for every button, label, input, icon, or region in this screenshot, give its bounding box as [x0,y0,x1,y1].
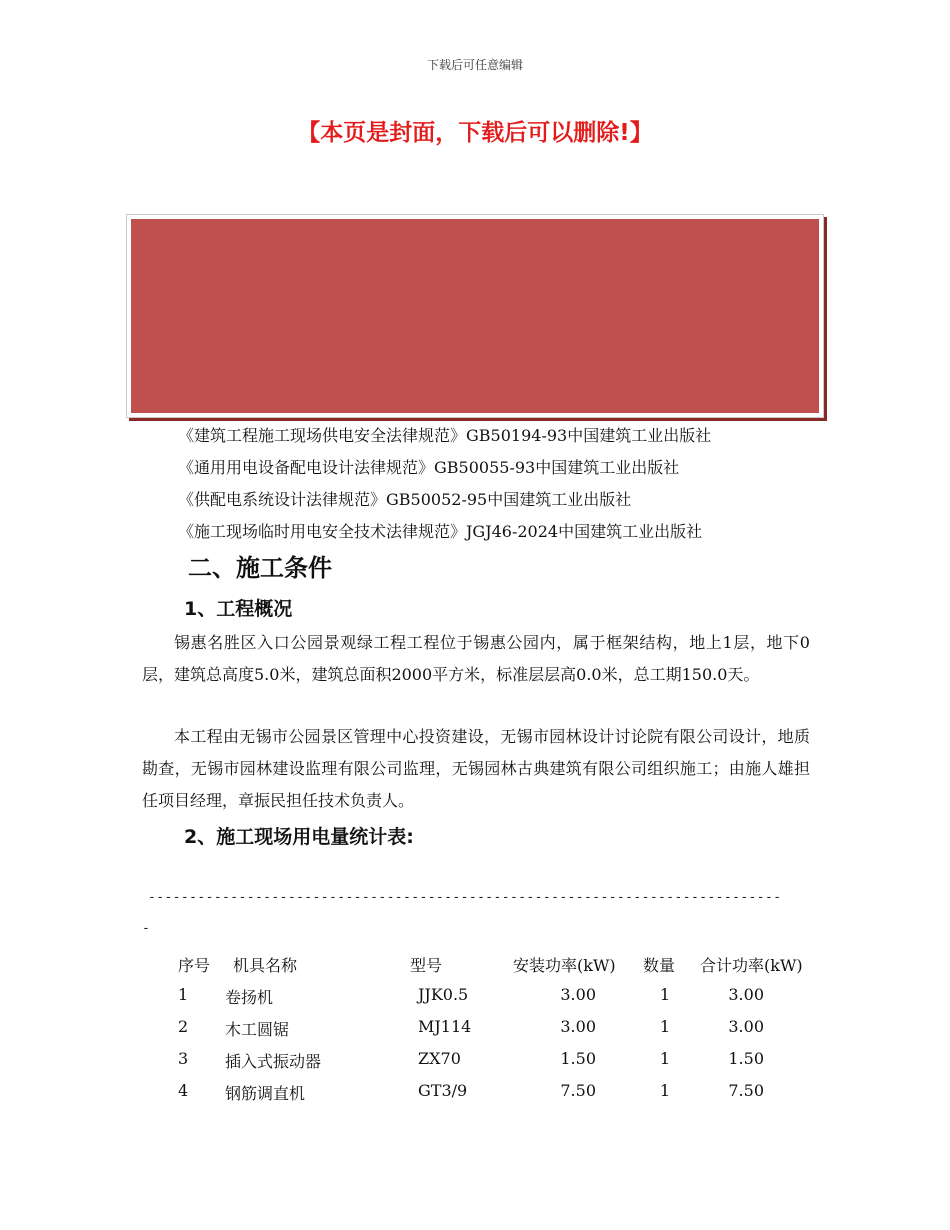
subsection-title: 1、工程概况 [184,598,293,620]
table-cell: 卷扬机 [225,988,274,1007]
table-cell: GT3/9 [418,1081,468,1100]
header-cell: 机具名称 [233,956,298,975]
reference-line: 《通用用电设备配电设计法律规范》GB50055-93中国建筑工业出版社 [178,458,680,477]
reference-line: 《施工现场临时用电安全技术法律规范》JGJ46-2024中国建筑工业出版社 [178,522,703,541]
table-cell: 2 [178,1017,189,1036]
table-cell: 7.50 [560,1081,596,1100]
paragraph: 本工程由无锡市公园景区管理中心投资建设，无锡市园林设计讨论院有限公司设计，地质勘查，无锡市园林建设监理有限公司监理，无锡园林古典建筑有限公司组织施工；由施人雄担任项目经理，章振民担任技术负责人。 [142,727,810,810]
header-cell: 安装功率(kW) [513,956,616,975]
paragraph: 锡惠名胜区入口公园景观绿工程工程位于锡惠公园内，属于框架结构，地上1层，地下0层，建筑总高度5.0米，建筑总面积2000平方米，标准层层高0.0米，总工期150.0天。 [142,633,810,684]
table-cell: 1 [659,1049,671,1068]
table-cell: 钢筋调直机 [225,1084,306,1103]
table-cell: 3.00 [728,985,764,1004]
subsection-title: 2、施工现场用电量统计表: [184,826,414,848]
table-cell: 1.50 [560,1049,596,1068]
table-cell: MJ114 [418,1017,472,1036]
table-cell: 7.50 [728,1081,764,1100]
dash-separator: ----------------------------------------------------------------------------- [148,890,782,905]
table-cell: 插入式振动器 [225,1052,322,1071]
header-cell: 数量 [643,956,676,975]
table-cell: 3 [178,1049,189,1068]
dash-separator-tail: - [142,921,150,936]
reference-line: 《供配电系统设计法律规范》GB50052-95中国建筑工业出版社 [178,490,632,509]
cover-image-box [127,215,823,417]
table-cell: 4 [178,1081,189,1100]
table-cell: 木工圆锯 [225,1020,290,1039]
table-cell: 1 [659,985,671,1004]
table-cell: ZX70 [418,1049,461,1068]
table-cell: 1 [178,985,189,1004]
header-note: 下载后可任意编辑 [426,58,523,72]
header-cell: 合计功率(kW) [700,956,803,975]
header-cell: 序号 [178,956,211,975]
table-cell: 1 [659,1081,671,1100]
header-cell: 型号 [410,956,443,975]
table-cell: 1.50 [728,1049,764,1068]
cover-notice: 【本页是封面，下载后可以删除!】 [297,120,653,146]
reference-line: 《建筑工程施工现场供电安全法律规范》GB50194-93中国建筑工业出版社 [178,426,712,445]
table-cell: 3.00 [560,1017,596,1036]
table-cell: JJK0.5 [418,985,469,1004]
table-cell: 3.00 [560,985,596,1004]
table-cell: 3.00 [728,1017,764,1036]
table-cell: 1 [659,1017,671,1036]
section-title: 二、施工条件 [188,554,332,582]
